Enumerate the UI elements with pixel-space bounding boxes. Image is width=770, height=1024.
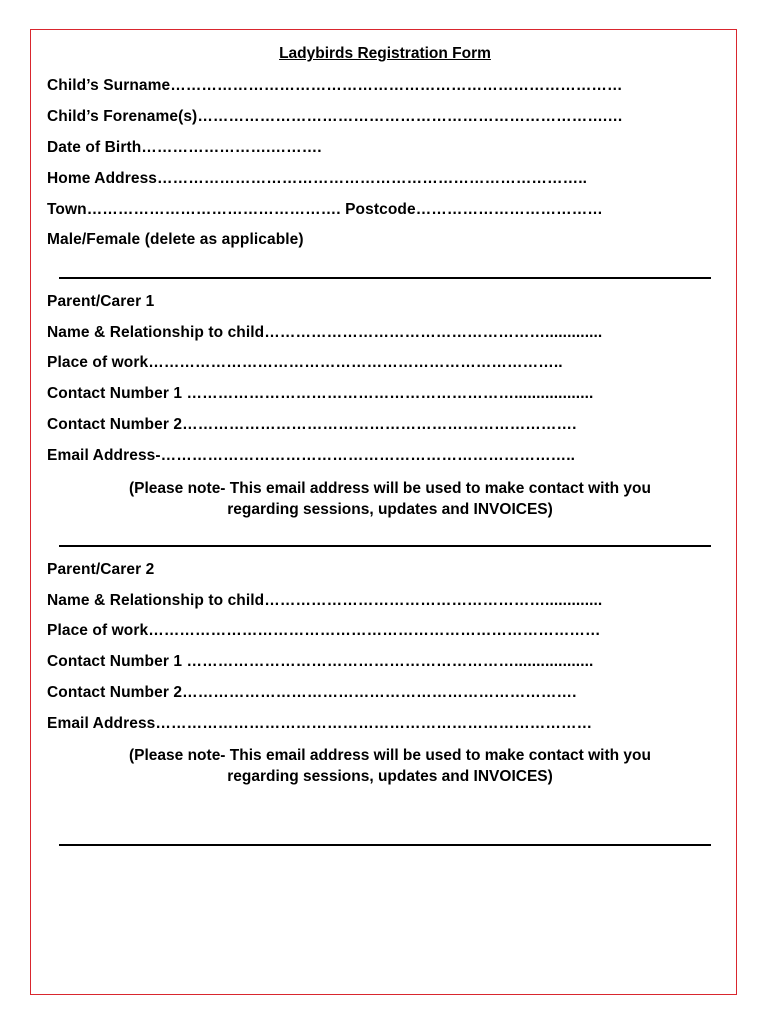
parent1-contact1-field[interactable]: Contact Number 1 ……………………………………………………….................. bbox=[47, 385, 594, 402]
date-of-birth-field[interactable]: Date of Birth…………………….………. bbox=[47, 139, 322, 156]
parent2-email-field[interactable]: Email Address………………………………………………………………………… bbox=[47, 715, 593, 732]
note-line: regarding sessions, updates and INVOICES) bbox=[227, 501, 553, 518]
note-line: regarding sessions, updates and INVOICES) bbox=[227, 768, 553, 785]
parent1-email-field[interactable]: Email Address-…………………………………………………………………….. bbox=[47, 447, 576, 464]
parent2-work-field[interactable]: Place of work…………………………………………………………………………… bbox=[47, 622, 601, 639]
parent2-name-field[interactable]: Name & Relationship to child………………………………………………............. bbox=[47, 592, 603, 609]
child-surname-field[interactable]: Child’s Surname…………………………………………………………………………… bbox=[47, 77, 623, 94]
section-divider bbox=[59, 277, 711, 279]
section-divider bbox=[59, 844, 711, 846]
parent1-name-field[interactable]: Name & Relationship to child………………………………………………............. bbox=[47, 324, 603, 341]
parent1-heading: Parent/Carer 1 bbox=[47, 293, 155, 310]
sex-field[interactable]: Male/Female (delete as applicable) bbox=[47, 231, 304, 248]
parent2-contact2-field[interactable]: Contact Number 2…………………………………………………………………. bbox=[47, 684, 577, 701]
town-postcode-field[interactable]: Town…………………………………………. Postcode……………………………… bbox=[47, 201, 603, 218]
parent1-contact2-field[interactable]: Contact Number 2…………………………………………………………………. bbox=[47, 416, 577, 433]
note-line: (Please note- This email address will be used to make contact with you bbox=[129, 480, 651, 497]
section-divider bbox=[59, 545, 711, 547]
parent2-contact1-field[interactable]: Contact Number 1 ……………………………………………………….................. bbox=[47, 653, 594, 670]
home-address-field[interactable]: Home Address……………………………………………………………………….. bbox=[47, 170, 588, 187]
form-title: Ladybirds Registration Form bbox=[279, 45, 491, 62]
note-line: (Please note- This email address will be used to make contact with you bbox=[129, 747, 651, 764]
parent1-work-field[interactable]: Place of work…………………………………………………………………….. bbox=[47, 354, 563, 371]
parent2-email-note bbox=[47, 745, 733, 787]
child-forename-field[interactable]: Child’s Forename(s)…………………………………………………………………….… bbox=[47, 108, 623, 125]
parent1-email-note bbox=[47, 478, 733, 520]
parent2-heading: Parent/Carer 2 bbox=[47, 561, 155, 578]
